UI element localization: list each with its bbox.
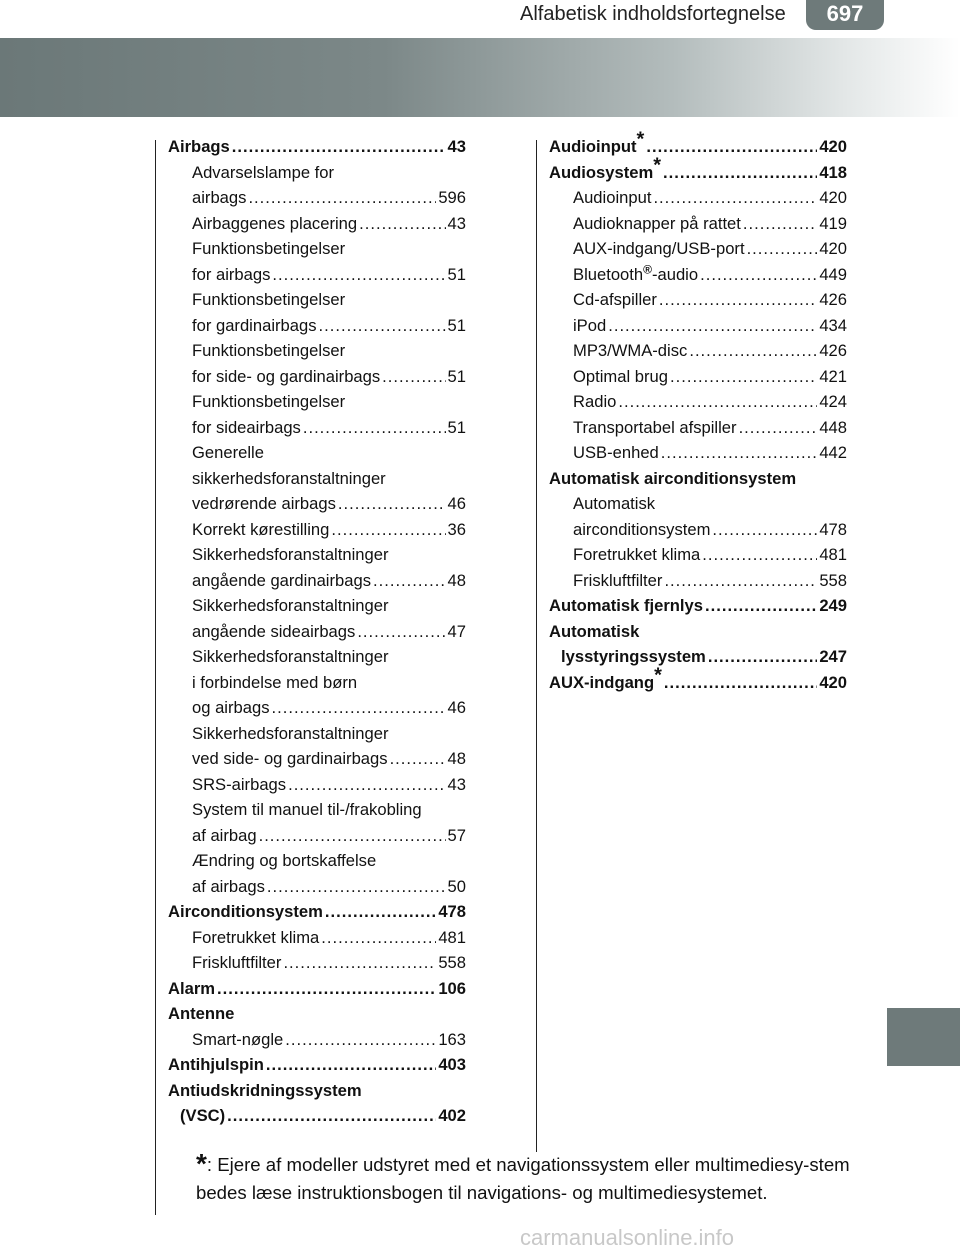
index-subentry xyxy=(168,262,466,288)
dot-leader xyxy=(661,440,818,466)
entry-page-number: 478 xyxy=(819,519,847,539)
index-entry xyxy=(168,134,466,160)
index-subentry xyxy=(549,415,847,441)
entry-term: af airbag xyxy=(192,825,257,845)
index-entry xyxy=(168,1052,466,1078)
entry-term: angående sideairbags xyxy=(192,621,356,641)
entry-page-number: 48 xyxy=(447,570,466,590)
dot-leader xyxy=(272,695,446,721)
dot-leader xyxy=(708,644,817,670)
entry-term: Transportabel afspiller xyxy=(573,417,737,437)
entry-page-number: 51 xyxy=(447,315,466,335)
entry-term: Optimal brug xyxy=(573,366,668,386)
index-entry xyxy=(168,1078,466,1104)
entry-page-number: 50 xyxy=(447,876,466,896)
entry-term: Automatisk fjernlys xyxy=(549,596,703,615)
dot-leader xyxy=(618,389,817,415)
index-subentry xyxy=(549,389,847,415)
dot-leader xyxy=(232,134,446,160)
entry-term: i forbindelse med børn xyxy=(192,672,358,692)
dot-leader xyxy=(285,1027,436,1053)
dot-leader xyxy=(659,287,817,313)
entry-term: Airbaggenes placering xyxy=(192,213,358,233)
entry-term: Generelle xyxy=(192,443,264,462)
index-entry xyxy=(549,619,847,645)
column-divider-rule xyxy=(536,140,537,1152)
entry-term: (VSC) xyxy=(180,1106,226,1125)
index-subentry xyxy=(168,364,466,390)
dot-leader xyxy=(663,160,817,186)
index-subentry xyxy=(168,848,466,874)
index-entry xyxy=(168,1001,466,1027)
index-subentry xyxy=(168,670,466,696)
footnote xyxy=(196,1150,866,1207)
entry-term: Sikkerhedsforanstaltninger xyxy=(192,596,389,615)
index-subentry xyxy=(549,568,847,594)
entry-term: Automatisk xyxy=(573,494,656,513)
entry-page-number: 43 xyxy=(447,213,466,233)
entry-page-number: 57 xyxy=(447,825,466,845)
entry-page-number: 426 xyxy=(819,341,847,360)
entry-term: Automatisk airconditionsystem xyxy=(549,468,797,488)
index-subentry xyxy=(168,491,466,517)
entry-page-number: 51 xyxy=(447,264,466,284)
index-entry xyxy=(168,1103,466,1129)
dot-leader xyxy=(646,134,817,160)
index-subentry xyxy=(168,619,466,645)
footnote-text: : Ejere af modeller udstyret med et navigationssystem eller multimediesy-stem bedes læse instruktionsbogen til navigations- og multimediesystemet. xyxy=(196,1154,850,1203)
dot-leader xyxy=(266,1052,436,1078)
entry-term: lysstyringssystem xyxy=(561,647,706,666)
index-subentry xyxy=(168,440,466,466)
index-entry xyxy=(549,663,847,696)
index-subentry xyxy=(168,313,466,339)
entry-page-number: 46 xyxy=(447,494,466,513)
dot-leader xyxy=(303,415,446,441)
entry-term: AUX-indgang/USB-port xyxy=(573,239,745,258)
entry-page-number: 106 xyxy=(438,978,466,998)
entry-page-number: 51 xyxy=(447,366,466,386)
dot-leader xyxy=(670,364,817,390)
entry-term: Audioinput* xyxy=(549,128,645,156)
entry-page-number: 558 xyxy=(438,953,466,972)
footnote-asterisk: * xyxy=(654,663,662,686)
index-subentry xyxy=(168,517,466,543)
index-subentry xyxy=(168,925,466,951)
index-entry xyxy=(549,644,847,670)
entry-page-number: 249 xyxy=(819,596,847,615)
dot-leader xyxy=(700,262,817,288)
entry-term: Antenne xyxy=(168,1004,235,1023)
entry-page-number: 418 xyxy=(819,162,847,182)
entry-term: Smart-nøgle xyxy=(192,1029,284,1049)
entry-term: angående gardinairbags xyxy=(192,570,371,590)
dot-leader xyxy=(747,236,818,262)
entry-page-number: 481 xyxy=(819,545,847,564)
index-subentry xyxy=(549,491,847,517)
entry-page-number: 434 xyxy=(819,315,847,335)
entry-page-number: 47 xyxy=(447,621,466,641)
index-subentry xyxy=(549,262,847,288)
dot-leader xyxy=(689,338,817,364)
index-subentry xyxy=(549,185,847,211)
entry-term: AUX-indgang* xyxy=(549,663,662,692)
dot-leader xyxy=(319,313,446,339)
entry-term: Cd-afspiller xyxy=(573,290,657,309)
entry-page-number: 478 xyxy=(438,902,466,921)
dot-leader xyxy=(382,364,445,390)
entry-term: Friskluftfilter xyxy=(192,953,282,972)
entry-term: for airbags xyxy=(192,264,271,284)
index-subentry xyxy=(549,338,847,364)
index-entry xyxy=(549,466,847,492)
entry-page-number: 420 xyxy=(819,239,847,258)
entry-page-number: 419 xyxy=(819,213,847,233)
index-column-right xyxy=(549,128,847,695)
dot-leader xyxy=(653,185,817,211)
entry-term: Funktionsbetingelser xyxy=(192,392,346,411)
entry-term: Antiudskridningssystem xyxy=(168,1080,362,1100)
entry-term: SRS-airbags xyxy=(192,774,287,794)
index-subentry xyxy=(168,568,466,594)
index-subentry xyxy=(549,211,847,237)
dot-leader xyxy=(331,517,445,543)
entry-page-number: 448 xyxy=(819,417,847,437)
index-subentry xyxy=(168,746,466,772)
index-subentry xyxy=(168,185,466,211)
entry-term: og airbags xyxy=(192,698,270,717)
index-subentry xyxy=(168,644,466,670)
entry-term: for gardinairbags xyxy=(192,315,317,335)
index-subentry xyxy=(168,950,466,976)
entry-term: USB-enhed xyxy=(573,443,659,462)
entry-term: Airbags xyxy=(168,137,230,156)
index-subentry xyxy=(168,466,466,492)
index-subentry xyxy=(168,160,466,186)
entry-page-number: 424 xyxy=(819,392,847,411)
dot-leader xyxy=(338,491,446,517)
index-subentry xyxy=(168,542,466,568)
index-subentry xyxy=(168,695,466,721)
entry-page-number: 420 xyxy=(819,188,847,207)
dot-leader xyxy=(357,619,445,645)
dot-leader xyxy=(248,185,436,211)
entry-page-number: 481 xyxy=(438,927,466,947)
entry-page-number: 558 xyxy=(819,570,847,590)
dot-leader xyxy=(267,874,446,900)
dot-leader xyxy=(288,772,445,798)
entry-page-number: 51 xyxy=(447,417,466,437)
entry-term: sikkerhedsforanstaltninger xyxy=(192,468,386,488)
entry-term: for sideairbags xyxy=(192,417,301,437)
watermark-text: carmanualsonline.info xyxy=(520,1225,735,1250)
entry-term: airconditionsystem xyxy=(573,519,711,539)
entry-term: ved side- og gardinairbags xyxy=(192,749,388,768)
index-entry xyxy=(168,976,466,1002)
entry-term: Airconditionsystem xyxy=(168,902,323,921)
index-subentry xyxy=(168,415,466,441)
entry-term: Advarselslampe for xyxy=(192,162,335,182)
index-subentry xyxy=(549,236,847,262)
dot-leader xyxy=(664,670,817,696)
index-entry xyxy=(168,899,466,925)
index-subentry xyxy=(168,823,466,849)
index-entry xyxy=(549,593,847,619)
entry-page-number: 36 xyxy=(447,519,466,539)
index-subentry xyxy=(168,287,466,313)
entry-term: vedrørende airbags xyxy=(192,494,336,513)
index-subentry xyxy=(549,440,847,466)
index-entry xyxy=(549,153,847,186)
entry-term: Alarm xyxy=(168,978,216,998)
dot-leader xyxy=(283,950,436,976)
dot-leader xyxy=(739,415,818,441)
index-subentry xyxy=(168,721,466,747)
entry-page-number: 421 xyxy=(819,366,847,386)
dot-leader xyxy=(702,542,817,568)
index-subentry xyxy=(168,772,466,798)
entry-page-number: 402 xyxy=(438,1106,466,1125)
entry-term: iPod xyxy=(573,315,607,335)
entry-page-number: 596 xyxy=(438,188,466,207)
entry-term: Funktionsbetingelser xyxy=(192,341,346,360)
entry-term: Audioknapper på rattet xyxy=(573,213,741,233)
entry-term: af airbags xyxy=(192,876,265,896)
dot-leader xyxy=(390,746,446,772)
index-subentry xyxy=(168,236,466,262)
entry-term: Bluetooth®-audio xyxy=(573,261,699,284)
entry-page-number: 420 xyxy=(819,672,847,692)
footnote-asterisk: * xyxy=(196,1148,207,1179)
entry-term: Foretrukket klima xyxy=(192,927,320,947)
index-subentry xyxy=(549,287,847,313)
index-subentry xyxy=(168,338,466,364)
entry-term: MP3/WMA-disc xyxy=(573,341,688,360)
dot-leader xyxy=(325,899,436,925)
footnote-asterisk: * xyxy=(653,153,661,176)
entry-term: Audioinput xyxy=(573,188,652,207)
index-subentry xyxy=(168,874,466,900)
index-subentry xyxy=(168,389,466,415)
entry-term: Sikkerhedsforanstaltninger xyxy=(192,723,389,743)
dot-leader xyxy=(743,211,817,237)
dot-leader xyxy=(373,568,446,594)
entry-page-number: 403 xyxy=(438,1055,466,1074)
entry-page-number: 426 xyxy=(819,290,847,309)
dot-leader xyxy=(608,313,817,339)
entry-term: Korrekt kørestilling xyxy=(192,519,330,539)
dot-leader xyxy=(321,925,436,951)
left-margin-rule xyxy=(155,140,156,1215)
index-column-left xyxy=(168,134,466,1129)
index-subentry xyxy=(168,211,466,237)
entry-term: Sikkerhedsforanstaltninger xyxy=(192,647,389,666)
entry-term: Radio xyxy=(573,392,617,411)
entry-term: System til manuel til-/frakobling xyxy=(192,800,422,819)
entry-term: for side- og gardinairbags xyxy=(192,366,381,386)
header-banner xyxy=(0,38,960,117)
entry-page-number: 442 xyxy=(819,443,847,462)
registered-mark: ® xyxy=(643,261,652,276)
dot-leader xyxy=(705,593,817,619)
entry-page-number: 43 xyxy=(447,774,466,794)
entry-term: Audiosystem* xyxy=(549,153,661,182)
section-tab-marker xyxy=(887,1008,960,1066)
entry-page-number: 48 xyxy=(447,749,466,768)
entry-page-number: 163 xyxy=(438,1029,466,1049)
entry-term: Funktionsbetingelser xyxy=(192,290,346,309)
entry-page-number: 247 xyxy=(819,647,847,666)
entry-term: Funktionsbetingelser xyxy=(192,239,346,258)
index-subentry xyxy=(168,1027,466,1053)
dot-leader xyxy=(259,823,446,849)
index-subentry xyxy=(549,517,847,543)
entry-term: Sikkerhedsforanstaltninger xyxy=(192,545,389,564)
dot-leader xyxy=(227,1103,436,1129)
index-subentry xyxy=(549,364,847,390)
index-subentry xyxy=(549,542,847,568)
entry-term: Automatisk xyxy=(549,621,640,641)
index-subentry xyxy=(168,593,466,619)
index-entry xyxy=(549,128,847,160)
footnote-asterisk: * xyxy=(636,128,645,151)
entry-page-number: 420 xyxy=(819,137,847,156)
dot-leader xyxy=(217,976,436,1002)
entry-page-number: 46 xyxy=(447,698,466,717)
page-header-title: Alfabetisk indholdsfortegnelse xyxy=(520,3,786,25)
index-subentry xyxy=(549,313,847,339)
page-number: 697 xyxy=(806,0,884,30)
dot-leader xyxy=(272,262,445,288)
dot-leader xyxy=(664,568,817,594)
dot-leader xyxy=(712,517,817,543)
entry-term: Antihjulspin xyxy=(168,1055,264,1074)
entry-term: Foretrukket klima xyxy=(573,545,701,564)
entry-term: airbags xyxy=(192,188,247,207)
entry-page-number: 43 xyxy=(447,137,466,156)
entry-page-number: 449 xyxy=(819,264,847,284)
dot-leader xyxy=(359,211,445,237)
index-subentry xyxy=(168,797,466,823)
entry-term: Friskluftfilter xyxy=(573,570,663,590)
entry-term: Ændring og bortskaffelse xyxy=(192,851,377,870)
